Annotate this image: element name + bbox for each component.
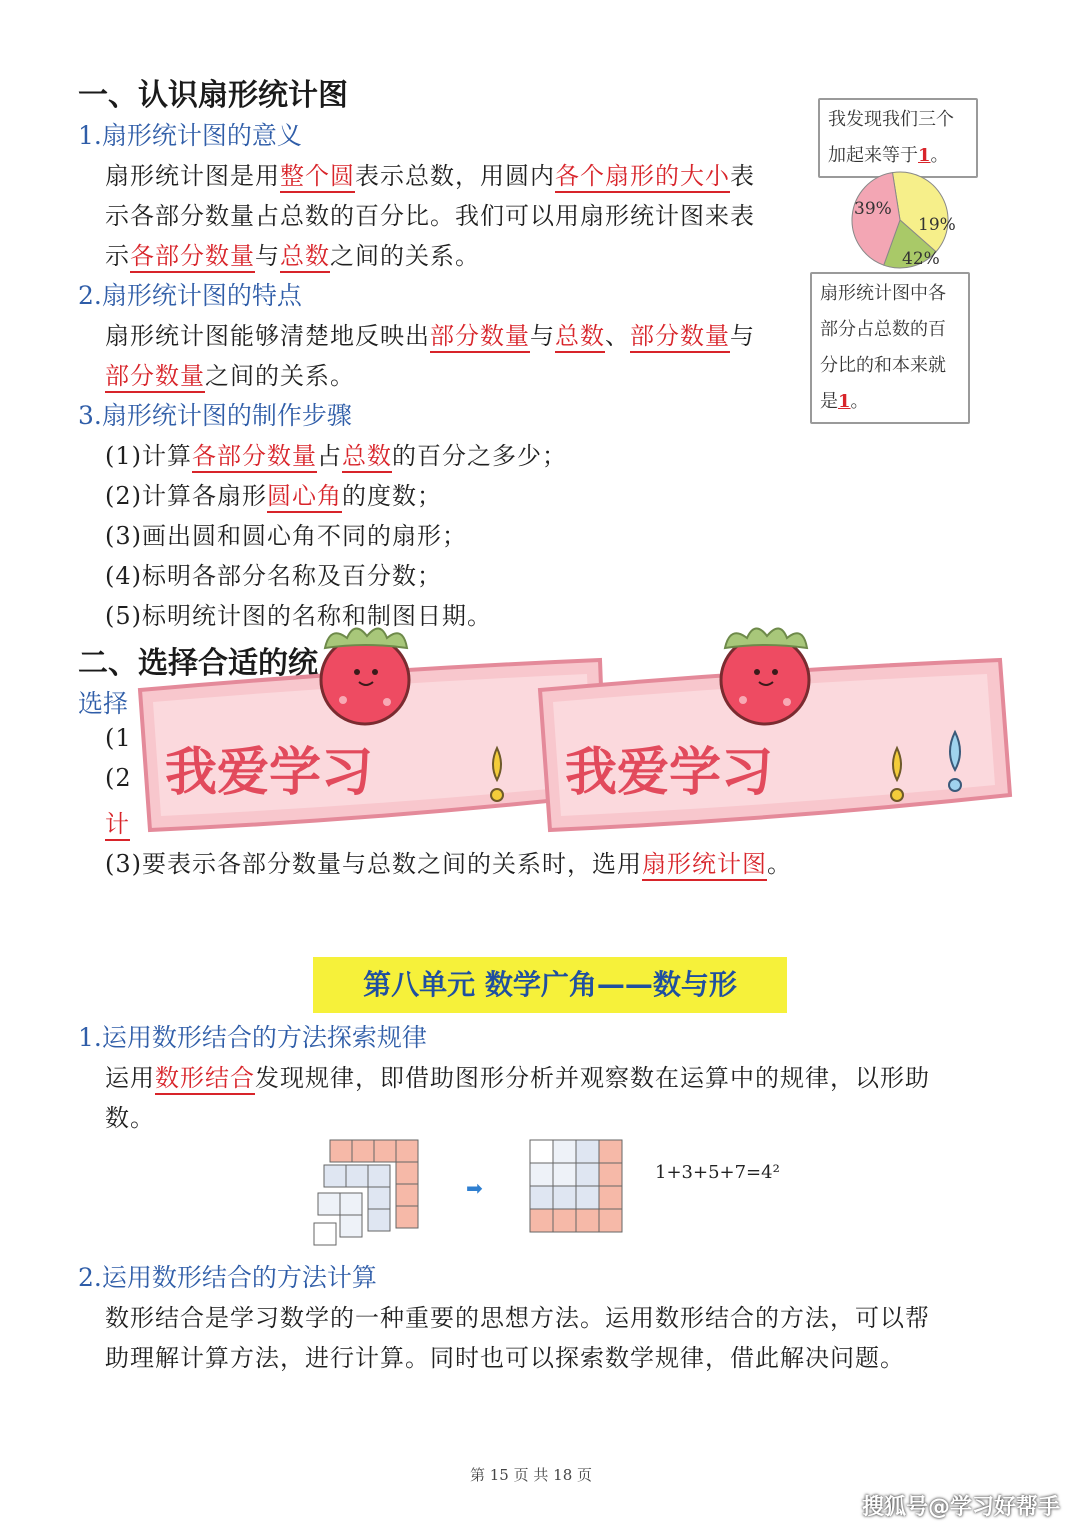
sub1-line2: 示各部分数量占总数的百分比。我们可以用扇形统计图来表	[105, 202, 755, 230]
grid-cell	[530, 1140, 553, 1163]
grid-cell	[324, 1165, 346, 1187]
grid-cell	[396, 1206, 418, 1228]
grid-cell	[530, 1186, 553, 1209]
sticker-right	[525, 620, 1025, 860]
grid-cell	[318, 1193, 340, 1215]
grid-cell	[368, 1165, 390, 1187]
unit8-sub2-title: 2.运用数形结合的方法计算	[78, 1263, 377, 1292]
section2-sub: 选择	[78, 689, 129, 718]
watermark: 搜狐号@学习好帮手	[862, 1495, 1061, 1520]
grid-diagram-right	[528, 1138, 628, 1234]
callout-top: 我发现我们三个加起来等于1。	[818, 98, 978, 178]
grid-cell	[352, 1140, 374, 1162]
strawberry-icon	[321, 628, 409, 724]
grid-cell	[368, 1209, 390, 1231]
sub3-title: 3.扇形统计图的制作步骤	[78, 401, 352, 430]
sub2-title: 2.扇形统计图的特点	[78, 281, 302, 310]
grid-cell	[599, 1163, 622, 1186]
unit8-sub2-line2: 助理解计算方法，进行计算。同时也可以探索数学规律，借此解决问题。	[105, 1344, 905, 1372]
pie-chart	[838, 166, 962, 270]
grid-cell	[553, 1163, 576, 1186]
sub1-line3: 示各部分数量与总数之间的关系。	[105, 236, 480, 271]
grid-cell	[396, 1184, 418, 1206]
grid-cell	[396, 1140, 418, 1162]
sub1-line1: 扇形统计图是用整个圆表示总数，用圆内各个扇形的大小表	[105, 156, 755, 191]
section2-item-ji: 计	[105, 804, 130, 839]
grid-cell	[553, 1140, 576, 1163]
sticker-right-text: 我爱学习	[565, 743, 774, 803]
sticker-left-text: 我爱学习	[165, 743, 374, 803]
step-5: (5)标明统计图的名称和制图日期。	[105, 602, 492, 630]
grid-cell	[576, 1186, 599, 1209]
section2-item1: (1	[105, 724, 132, 752]
grid-cell	[368, 1187, 390, 1209]
grid-cell	[576, 1140, 599, 1163]
grid-cell	[599, 1186, 622, 1209]
grid-cell	[340, 1193, 362, 1215]
grid-cell	[346, 1165, 368, 1187]
grid-diagram-left	[310, 1135, 430, 1249]
page-number: 第 15 页 共 18 页	[470, 1466, 593, 1484]
pie-label-42: 42%	[902, 249, 940, 269]
sub2-line2: 部分数量之间的关系。	[105, 356, 355, 391]
grid-cell	[576, 1163, 599, 1186]
grid-cell	[599, 1140, 622, 1163]
step-2: (2)计算各扇形圆心角的度数；	[105, 476, 442, 511]
grid-cell	[530, 1209, 553, 1232]
callout-bottom: 扇形统计图中各部分占总数的百分比的和本来就是1。	[810, 272, 970, 424]
grid-cell	[396, 1162, 418, 1184]
unit8-sub1-title: 1.运用数形结合的方法探索规律	[78, 1023, 427, 1052]
pie-label-39: 39%	[854, 199, 892, 219]
unit8-title: 第八单元 数学广角——数与形	[313, 957, 787, 1013]
strawberry-icon	[721, 628, 809, 724]
grid-cell	[340, 1215, 362, 1237]
sub1-title: 1.扇形统计图的意义	[78, 121, 302, 150]
arrow-right-icon: ➡	[466, 1176, 483, 1200]
formula: 1+3+5+7=4²	[655, 1162, 780, 1183]
grid-cell	[530, 1163, 553, 1186]
grid-cell	[553, 1209, 576, 1232]
unit8-sub2-line1: 数形结合是学习数学的一种重要的思想方法。运用数形结合的方法，可以帮	[105, 1304, 930, 1332]
unit8-sub1-line1: 运用数形结合发现规律，即借助图形分析并观察数在运算中的规律，以形助	[105, 1058, 930, 1093]
section2-item2: (2	[105, 764, 132, 792]
unit8-sub1-line2: 数。	[105, 1104, 155, 1132]
section2-title: 二、选择合适的统	[78, 646, 318, 681]
grid-cell	[553, 1186, 576, 1209]
grid-cell	[314, 1223, 336, 1245]
section1-title: 一、认识扇形统计图	[78, 78, 348, 113]
grid-cell	[374, 1140, 396, 1162]
step-3: (3)画出圆和圆心角不同的扇形；	[105, 522, 467, 550]
grid-cell	[330, 1140, 352, 1162]
step-1: (1)计算各部分数量占总数的百分之多少；	[105, 436, 567, 471]
section2-item3: (3)要表示各部分数量与总数之间的关系时，选用扇形统计图。	[105, 844, 792, 879]
grid-cell	[576, 1209, 599, 1232]
step-4: (4)标明各部分名称及百分数；	[105, 562, 442, 590]
grid-cell	[599, 1209, 622, 1232]
pie-label-19: 19%	[918, 215, 956, 235]
sub2-line1: 扇形统计图能够清楚地反映出部分数量与总数、部分数量与	[105, 316, 755, 351]
